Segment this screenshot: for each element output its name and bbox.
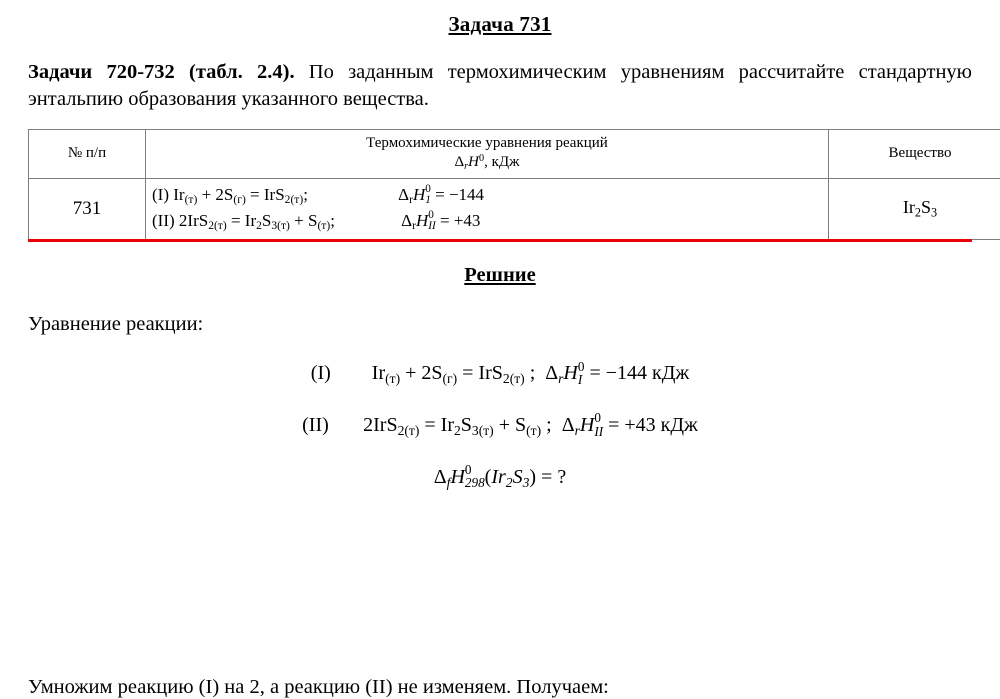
header-units: , кДж <box>484 154 519 170</box>
table-header-row <box>29 130 1000 178</box>
intro-bold-label: Задачи 720-732 (табл. 2.4). <box>28 61 295 83</box>
row-equations <box>146 178 829 239</box>
header-delta-sub: r <box>464 161 468 172</box>
row-substance: $Ir_2S_3$ <box>829 178 1000 239</box>
header-cell-number: № п/п <box>29 130 146 178</box>
red-rule <box>28 239 972 242</box>
header-equations-line2 <box>152 153 822 174</box>
page-title: Задача 731 <box>28 12 972 37</box>
header-h-sup: 0 <box>479 153 484 164</box>
table-row <box>29 178 1000 239</box>
bottom-paragraph: Умножим реакцию (I) на 2, а реакцию (II) не изменяем. Получаем: <box>28 676 609 699</box>
row-equation-1-label: (I) <box>152 183 169 208</box>
row-equation-2-enthalpy: $\Delta_rH0$ II = +43 <box>401 209 480 235</box>
row-equation-2 <box>152 209 822 235</box>
equation-1-lhs: $Ir_{(т)} + 2S_{(г)} = IrS_{2(т)}$ ; <box>372 362 535 384</box>
intro-text: По заданным термохимическим уравнениям рассчитайте стандартную энтальпию образования указанного вещества. <box>28 61 972 110</box>
equation-3-block <box>28 463 972 491</box>
equation-2-block <box>28 411 972 439</box>
row-number: 731 <box>29 178 146 239</box>
header-cell-equations <box>146 130 829 178</box>
equation-2-body <box>363 411 698 439</box>
row-equation-1-enthalpy: $\Delta_rH0$ 1 = −144 <box>398 183 484 209</box>
equation-2-enthalpy: $\Delta_rH0$ II = +43 кДж <box>557 414 698 436</box>
equation-1-block <box>28 360 972 388</box>
row-equation-2-text: $2IrS_{2(т)} = Ir_2S_{3(т)} + S_{(т)}$; <box>179 211 335 230</box>
header-cell-substance: Вещество <box>829 130 1000 178</box>
conditions-table-wrapper <box>28 129 972 241</box>
row-equation-2-label: (II) <box>152 209 175 234</box>
reaction-label: Уравнение реакции: <box>28 313 972 336</box>
equation-2-roman: (II) <box>302 414 358 437</box>
conditions-table <box>28 129 1000 239</box>
intro-paragraph <box>28 59 972 113</box>
header-delta-symbol: Δ <box>455 154 465 170</box>
header-h-symbol: H <box>468 154 479 170</box>
equation-1-body <box>372 360 689 388</box>
equation-3-expression: $\Delta_fH0$ $298(Ir_2S_3)$ = ? <box>434 466 566 488</box>
equation-2-lhs: $2IrS_{2(т)} = Ir_2S_{3(т)} + S_{(т)}$ ; <box>363 414 552 436</box>
row-equation-1-text: $Ir_{(т)} + 2S_{(г)} = IrS_{2(т)}$; <box>173 185 308 204</box>
equation-1-enthalpy: $\Delta_rH0$ I = −144 кДж <box>540 362 689 384</box>
equation-1-roman: (I) <box>311 362 367 385</box>
row-equation-1 <box>152 183 822 209</box>
solution-heading: Решние <box>28 264 972 287</box>
document-page <box>0 12 1000 693</box>
header-equations-line1: Термохимические уравнения реакций <box>152 134 822 153</box>
